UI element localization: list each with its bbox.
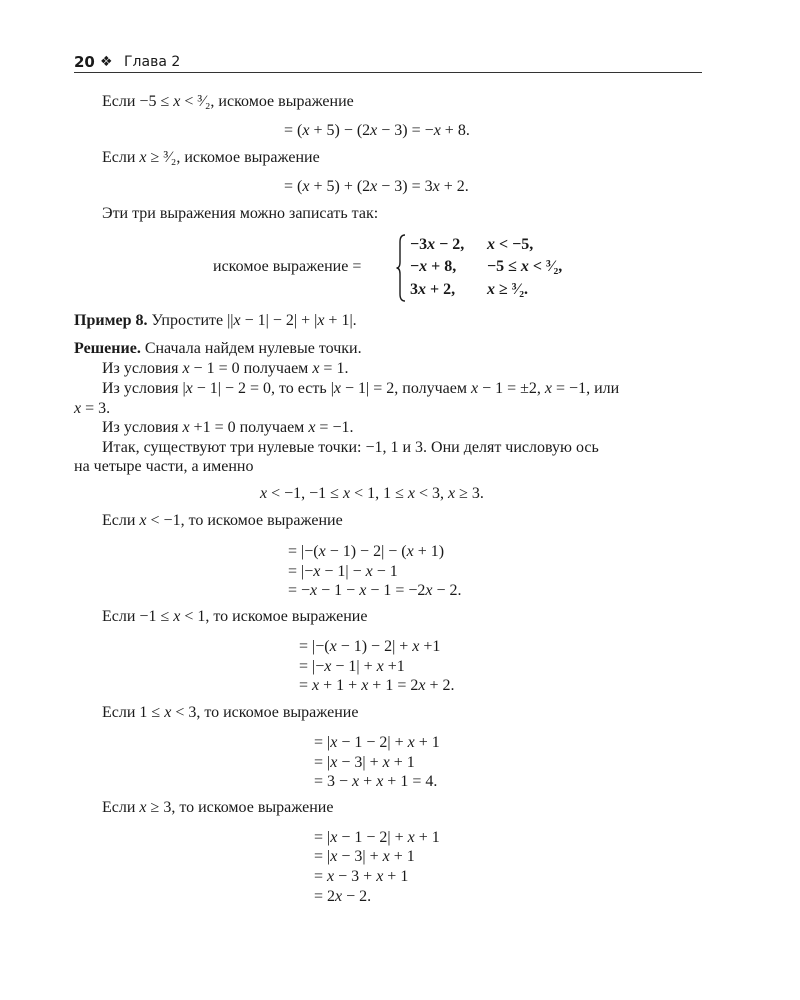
text-line: Из условия x − 1 = 0 получаем x = 1. [102,360,349,377]
equation: = |−x − 1| − x − 1 [288,563,398,580]
equation: = x + 1 + x + 1 = 2x + 2. [299,677,455,694]
text-line: Эти три выражения можно записать так: [102,205,379,222]
equation: = (x + 5) + (2x − 3) = 3x + 2. [284,178,469,195]
equation: = −x − 1 − x − 1 = −2x − 2. [288,582,462,599]
case-expr: −3x − 2, [410,236,465,253]
equation: = |−(x − 1) − 2| + x +1 [299,638,441,655]
case-intro: Если x ≥ 3, то искомое выражение [102,799,334,816]
chapter-title: Глава 2 [124,54,181,70]
solution-text: Сначала найдем нулевые точки. [140,340,362,357]
equation: = |x − 3| + x + 1 [314,754,415,771]
equation: = |x − 3| + x + 1 [314,848,415,865]
page-number: 20 [74,53,95,71]
equation: = |−x − 1| + x +1 [299,658,405,675]
case-intro: Если −1 ≤ x < 1, то искомое выражение [102,608,368,625]
equation: x < −1, −1 ≤ x < 1, 1 ≤ x < 3, x ≥ 3. [260,485,484,502]
case-expr: 3x + 2, [410,281,456,298]
brace-icon [396,234,406,302]
case-cond: x ≥ ³⁄₂. [487,281,529,298]
text-line: на четыре части, а именно [74,458,254,475]
example-heading [74,311,357,331]
example-label: Пример 8. [74,312,148,329]
case-intro: Если 1 ≤ x < 3, то искомое выражение [102,704,359,721]
ornament-icon: ❖ [100,54,113,70]
example-text: Упростите ||x − 1| − 2| + |x + 1|. [147,312,357,329]
solution-heading [74,339,362,359]
piecewise-label: искомое выражение = [213,258,362,275]
text-line: Из условия x +1 = 0 получаем x = −1. [102,419,354,436]
equation: = 3 − x + x + 1 = 4. [314,773,438,790]
case-cond: x < −5, [487,236,534,253]
text-line: x = 3. [74,400,111,417]
equation: = |−(x − 1) − 2| − (x + 1) [288,543,445,560]
text-line: Если x ≥ ³⁄₂, искомое выражение [102,149,320,166]
equation: = 2x − 2. [314,888,372,905]
case-intro: Если x < −1, то искомое выражение [102,512,343,529]
equation: = |x − 1 − 2| + x + 1 [314,734,440,751]
solution-label: Решение. [74,340,141,357]
text-line: Итак, существуют три нулевые точки: −1, 1 и 3. Они делят числовую ось [102,439,599,456]
case-cond: −5 ≤ x < ³⁄₂, [487,258,563,275]
header-rule [74,72,702,73]
text-line: Если −5 ≤ x < ³⁄₂, искомое выражение [102,93,354,110]
equation: = (x + 5) − (2x − 3) = −x + 8. [284,122,470,139]
case-expr: −x + 8, [410,258,457,275]
equation: = |x − 1 − 2| + x + 1 [314,829,440,846]
equation: = x − 3 + x + 1 [314,868,409,885]
text-line: Из условия |x − 1| − 2 = 0, то есть |x − 1| = 2, получаем x − 1 = ±2, x = −1, или [102,380,620,397]
